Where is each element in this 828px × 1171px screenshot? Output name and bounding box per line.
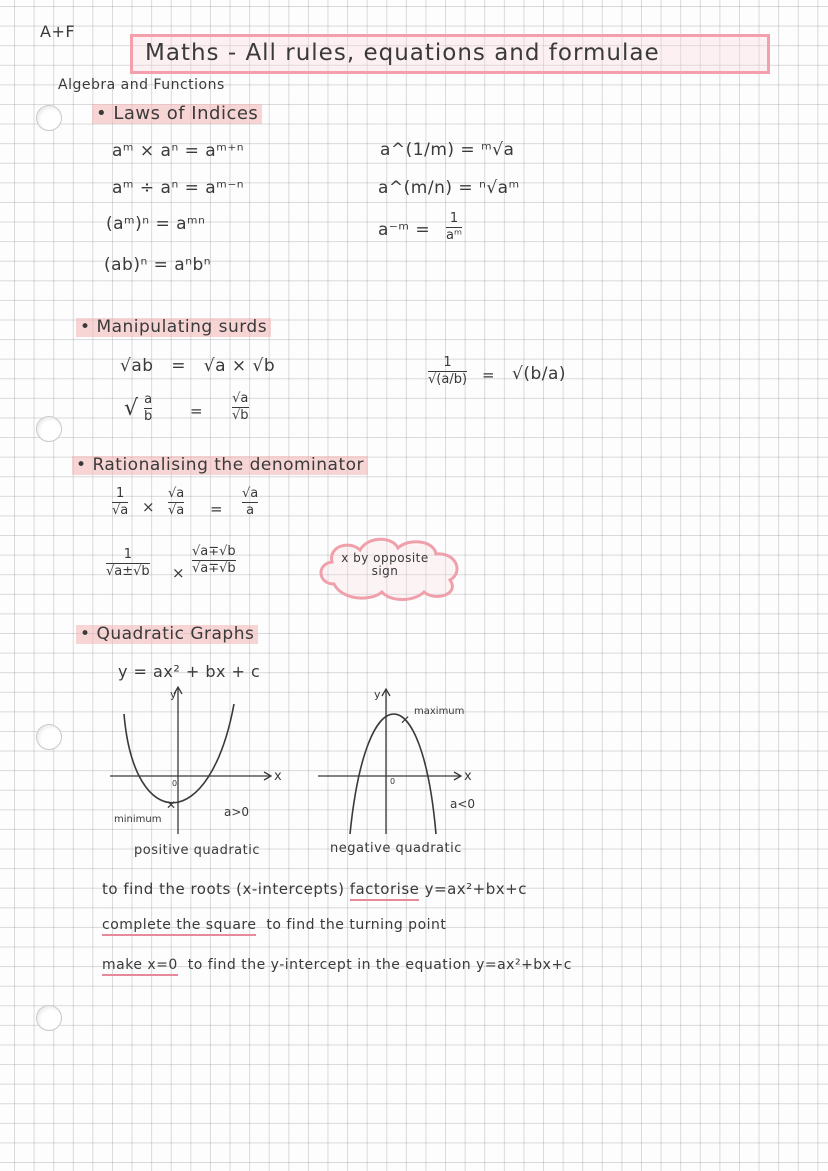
x-axis-label: x	[274, 769, 282, 784]
minimum-label: minimum	[114, 814, 162, 825]
note-roots-key: factorise	[350, 880, 420, 901]
surd-rule-2-root: √	[124, 396, 139, 421]
note-y-intercept-key: make x=0	[102, 957, 178, 976]
positive-condition: a>0	[224, 805, 250, 819]
parabola-curve	[350, 714, 436, 834]
surd-rule-2-rhs-den: √b	[232, 407, 249, 423]
index-rule-6: a^(m/n) = ⁿ√aᵐ	[378, 178, 520, 198]
surd-rule-2-rhs-num: √a	[232, 391, 249, 406]
index-rule-7-base: a⁻ᵐ	[378, 220, 410, 240]
rat-rule-2-f1-num: 1	[123, 547, 132, 562]
index-rule-6-rhs: ⁿ√aᵐ	[479, 178, 520, 198]
note-turning-point	[102, 918, 446, 932]
maximum-label: maximum	[414, 706, 465, 717]
index-rule-7-lhs: a⁻ᵐ =	[378, 220, 431, 240]
rat-rule-1-f2-den: √a	[168, 502, 185, 518]
positive-quadratic-graph	[100, 684, 300, 844]
surd-rule-1	[120, 358, 275, 375]
rat-rule-1-result	[242, 487, 258, 517]
negative-quadratic-caption: negative quadratic	[330, 841, 462, 856]
surd-rule-2-lhs	[144, 393, 152, 423]
indices-heading: • Laws of Indices	[92, 104, 262, 124]
index-rule-6-lhs: a^(m/n)	[378, 178, 453, 198]
index-rule-3: (aᵐ)ⁿ = aᵐⁿ	[106, 214, 206, 234]
note-y-intercept	[102, 958, 572, 972]
rat-rule-2-times: ×	[172, 564, 186, 582]
author-initials: A+F	[40, 22, 76, 41]
punch-hole	[36, 1005, 62, 1031]
positive-quadratic-caption: positive quadratic	[134, 843, 260, 858]
rat-rule-2-f2-den: √a∓√b	[192, 560, 236, 576]
punch-hole	[36, 724, 62, 750]
quadratic-equation: y = ax² + bx + c	[118, 662, 261, 681]
rat-rule-1-f1-num: 1	[115, 486, 125, 501]
surds-heading-label: Manipulating surds	[96, 317, 268, 337]
index-rule-5-rhs: ᵐ√a	[481, 140, 515, 160]
note-turning-point-key: complete the square	[102, 917, 256, 936]
x-axis-label: x	[464, 769, 472, 784]
quadratics-heading-label: Quadratic Graphs	[96, 624, 255, 644]
parabola-curve	[124, 704, 234, 803]
surd-rule-1-rhs: √a × √b	[203, 356, 276, 376]
equals-sign: =	[482, 366, 496, 384]
surd-rule-3-rhs: √(b/a)	[512, 364, 567, 384]
section-subtitle: Algebra and Functions	[58, 77, 225, 93]
note-roots	[102, 882, 527, 897]
punch-hole	[36, 105, 62, 131]
note-roots-action: to find the roots (x-intercepts)	[102, 880, 345, 898]
surd-rule-3-num: 1	[443, 355, 452, 370]
rat-rule-2-f2-num: √a∓√b	[192, 544, 236, 559]
rat-rule-1-f2	[168, 487, 184, 517]
index-rule-7-den: aᵐ	[446, 227, 463, 243]
note-turning-point-rest: to find the turning point	[266, 917, 447, 933]
equals-sign: =	[190, 402, 204, 420]
negative-quadratic-graph	[310, 684, 530, 844]
note-roots-rest: y=ax²+bx+c	[424, 880, 527, 898]
rat-rule-1-f1-den: √a	[112, 502, 129, 518]
surd-rule-2-rhs	[232, 392, 249, 422]
surd-rule-1-lhs: √ab	[120, 356, 154, 376]
rat-rule-2-f2	[192, 545, 236, 575]
minimum-marker: ✕	[166, 798, 177, 812]
index-rule-5-lhs: a^(1/m)	[380, 140, 455, 160]
surd-rule-1-eq: =	[171, 356, 187, 376]
index-rule-5: a^(1/m) = ᵐ√a	[380, 140, 515, 160]
rationalising-heading: • Rationalising the denominator	[72, 456, 368, 475]
note-y-intercept-rest: to find the y-intercept in the equation y=ax²+bx+c	[187, 957, 572, 973]
origin-label: 0	[172, 779, 178, 788]
negative-condition: a<0	[450, 797, 476, 811]
surd-rule-2-num: a	[144, 392, 153, 407]
rat-rule-2-f1-den: √a±√b	[106, 563, 150, 579]
cloud-note-text: x by opposite sign	[341, 551, 429, 578]
rat-rule-1-f2-num: √a	[168, 486, 185, 501]
y-axis-label: y	[170, 688, 177, 701]
surd-rule-2-den: b	[144, 408, 153, 424]
rat-rule-1-result-den: a	[246, 502, 255, 518]
surd-rule-3-lhs	[428, 356, 467, 386]
index-rule-2: aᵐ ÷ aⁿ = aᵐ⁻ⁿ	[112, 178, 245, 198]
rationalising-heading-label: Rationalising the denominator	[92, 455, 365, 475]
maximum-marker: ✕	[400, 713, 411, 727]
indices-heading-label: Laws of Indices	[113, 103, 259, 124]
punch-hole	[36, 416, 62, 442]
index-rule-7-fraction	[446, 212, 462, 242]
rat-rule-1-f1	[112, 487, 128, 517]
index-rule-4: (ab)ⁿ = aⁿbⁿ	[104, 255, 212, 275]
index-rule-7-num: 1	[449, 211, 459, 226]
surds-heading: • Manipulating surds	[76, 318, 271, 337]
rat-rule-1-eq: =	[210, 500, 224, 518]
rat-rule-1-result-num: √a	[242, 486, 259, 501]
origin-label: 0	[390, 777, 396, 786]
page-title: Maths - All rules, equations and formulae	[145, 40, 660, 66]
rat-rule-2-f1	[106, 548, 150, 578]
index-rule-1: aᵐ × aⁿ = aᵐ⁺ⁿ	[112, 141, 245, 161]
surd-rule-3-den: √(a/b)	[428, 371, 468, 387]
quadratics-heading: • Quadratic Graphs	[76, 625, 258, 644]
y-axis-label: y	[374, 688, 381, 701]
rat-rule-1-times: ×	[142, 498, 156, 516]
